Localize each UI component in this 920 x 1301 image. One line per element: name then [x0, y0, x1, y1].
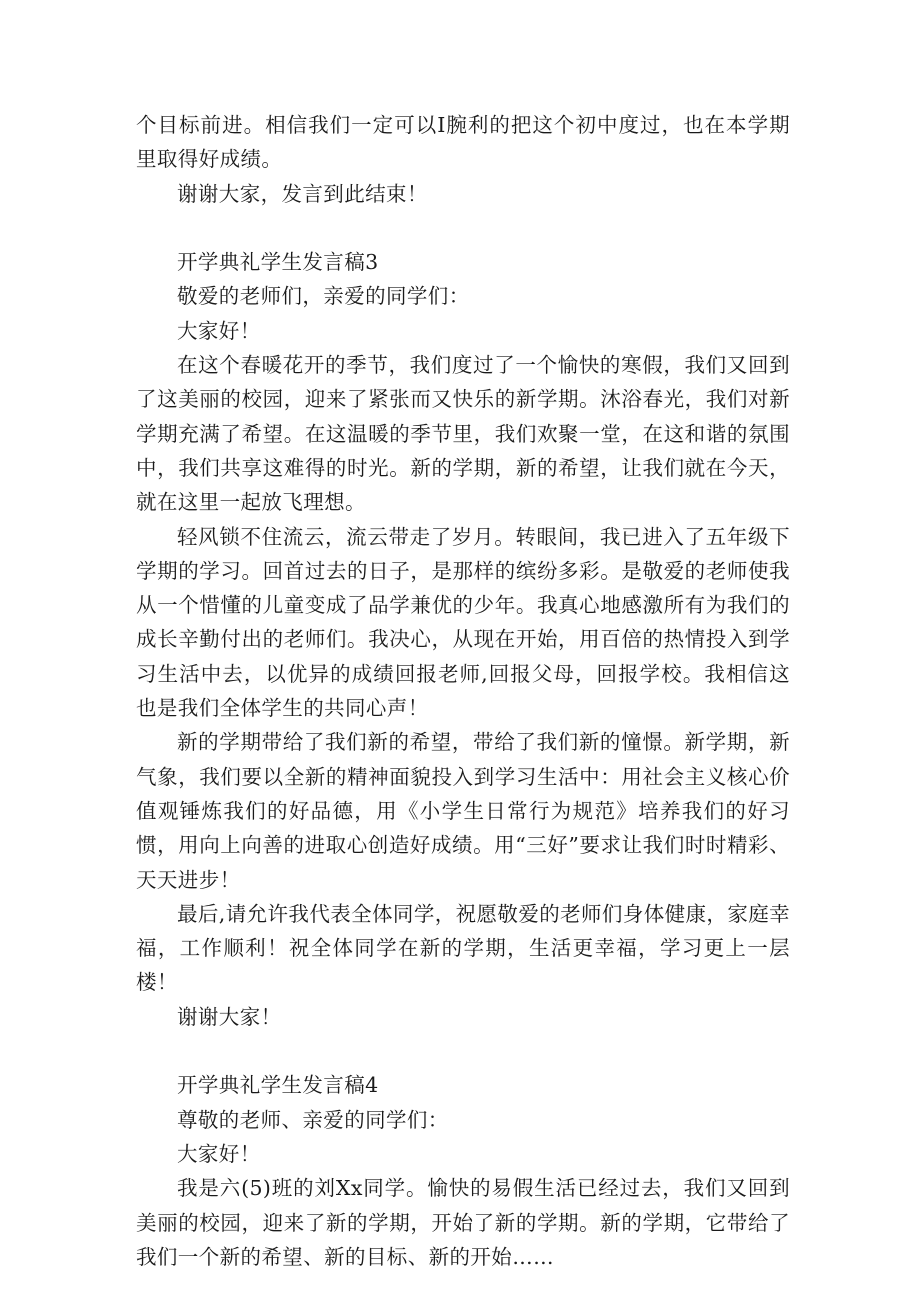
section-gap — [136, 211, 790, 245]
section-heading: 开学典礼学生发言稿3 — [177, 250, 379, 275]
salutation: 尊敬的老师、亲爱的同学们： — [177, 1107, 449, 1132]
section-heading: 开学典礼学生发言稿4 — [177, 1073, 379, 1098]
document-body — [136, 108, 790, 1274]
paragraph: 在这个春暖花开的季节，我们度过了一个愉快的寒假，我们又回到了这美丽的校园，迎来了紧张而又快乐的新学期。沐浴春光，我们对新学期充满了希望。在这温暖的季节里，我们欢聚一堂，在这和谐的氛围中，我们共享这难得的时光。新的学期，新的希望，让我们就在今天，就在这里一起放飞理想。 — [136, 353, 790, 515]
paragraph: 谢谢大家，发言到此结束！ — [177, 181, 428, 206]
paragraph: 个目标前进。相信我们一定可以I腕利的把这个初中度过，也在本学期里取得好成绩。 — [136, 113, 790, 172]
paragraph: 新的学期带给了我们新的希望，带给了我们新的憧憬。新学期，新气象，我们要以全新的精神面貌投入到学习生活中：用社会主义核心价值观锤炼我们的好品德，用《小学生日常行为规范》培养我们的好习惯，用向上向善的进取心创造好成绩。用“三好”要求让我们时时精彩、天天进步！ — [136, 730, 790, 892]
salutation: 敬爱的老师们，亲爱的同学们： — [177, 284, 470, 309]
paragraph: 轻风锁不住流云，流云带走了岁月。转眼间，我已进入了五年级下学期的学习。回首过去的日子，是那样的缤纷多彩。是敬爱的老师使我从一个惜懂的儿童变成了品学兼优的少年。我真心地感激所有为我们的成长辛勤付出的老师们。我决心，从现在开始，用百倍的热情投入到学习生活中去，以优异的成绩回报老师,回报父母，回报学校。我相信这也是我们全体学生的共同心声！ — [136, 524, 790, 721]
section-gap — [136, 1034, 790, 1068]
closing: 谢谢大家！ — [177, 1004, 282, 1029]
greeting: 大家好！ — [177, 318, 261, 343]
greeting: 大家好！ — [177, 1141, 261, 1166]
paragraph: 我是六(5)班的刘Xx同学。愉快的易假生活已经过去，我们又回到美丽的校园，迎来了新的学期，开始了新的学期。新的学期，它带给了我们一个新的希望、新的目标、新的开始…… — [136, 1176, 790, 1269]
paragraph: 最后,请允许我代表全体同学，祝愿敬爱的老师们身体健康，家庭幸福，工作顺利！祝全体同学在新的学期，生活更幸福，学习更上一层楼！ — [136, 901, 791, 995]
